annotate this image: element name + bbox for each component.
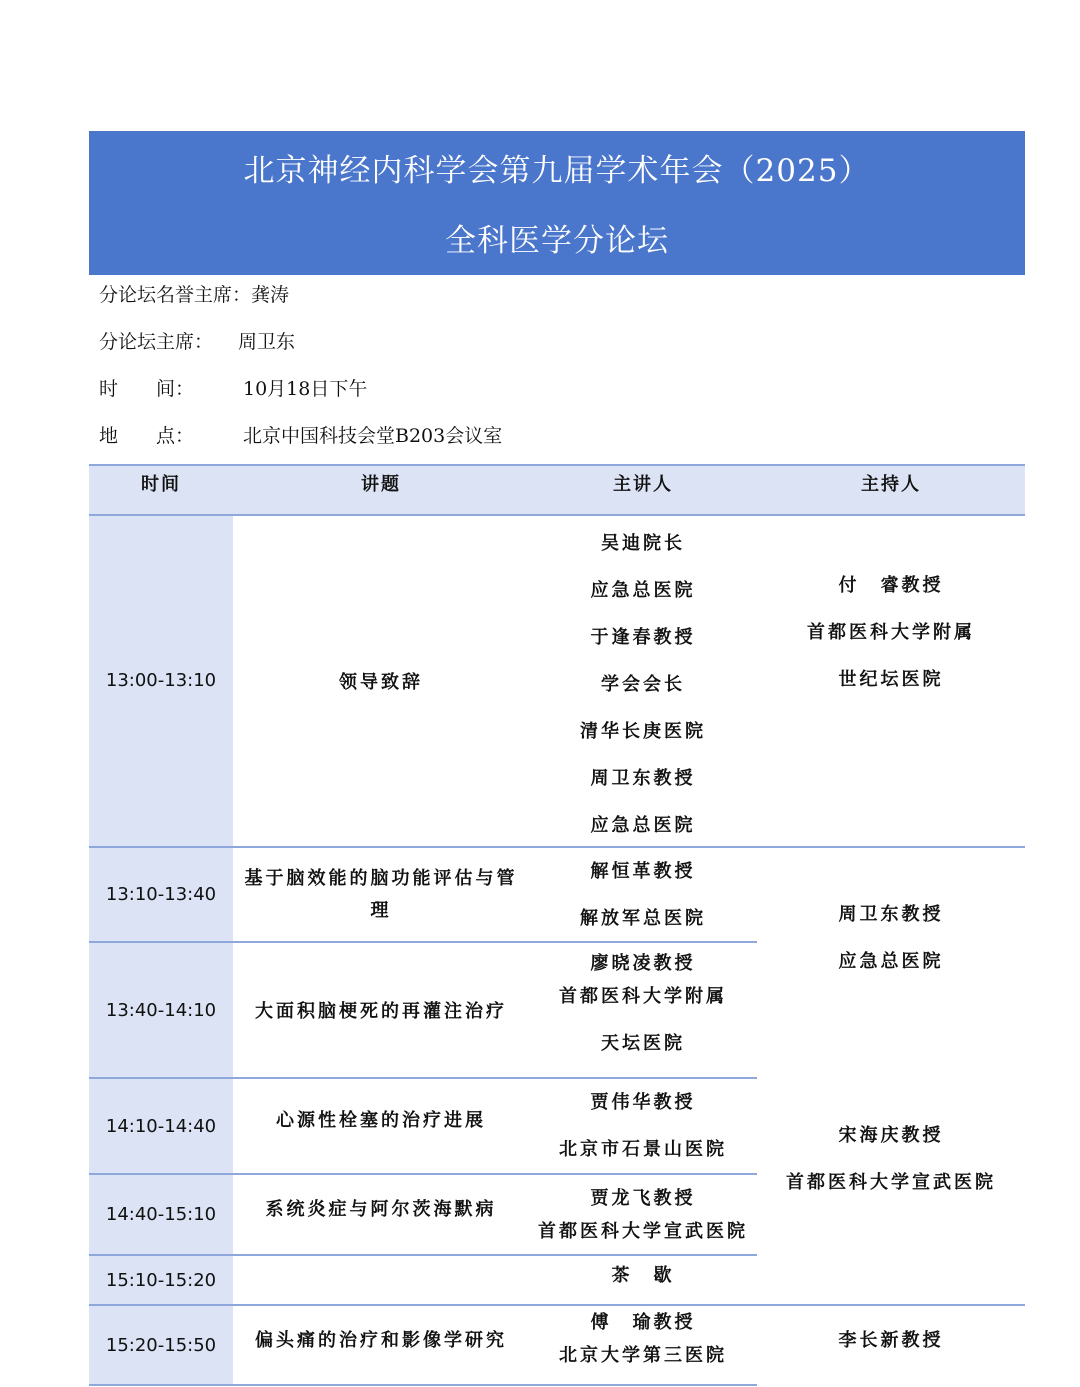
- row4-speaker: [529, 1079, 757, 1173]
- tea-break-label: 茶 歇: [611, 1265, 675, 1286]
- row3-speaker-line: 廖晓凌教授: [590, 952, 696, 974]
- row3-speaker-line: 首都医科大学附属: [559, 985, 727, 1007]
- row1-speaker: [529, 515, 757, 846]
- row1-topic: 领导致辞: [339, 671, 423, 693]
- time-value: 10月18日下午: [243, 378, 368, 400]
- table-rule: [89, 1254, 757, 1256]
- row5-speaker-line: 贾龙飞教授: [590, 1187, 696, 1209]
- host-group-2: [757, 891, 1025, 985]
- host-line: 宋海庆教授: [838, 1125, 944, 1146]
- banner-subtitle: 全科医学分论坛: [445, 223, 669, 259]
- header-topic: 讲题: [361, 474, 401, 495]
- host-line: 周卫东教授: [838, 904, 944, 925]
- honorary-chair-label: 分论坛名誉主席：: [99, 284, 252, 306]
- header-speaker: 主讲人: [613, 474, 673, 495]
- table-rule: [89, 514, 1025, 516]
- row5-speaker-line: 首都医科大学宣武医院: [538, 1220, 748, 1242]
- row4-speaker-line: 北京市石景山医院: [559, 1139, 727, 1160]
- chair-label: 分论坛主席：: [99, 331, 214, 353]
- row7-time: 15:20-15:50: [89, 1306, 233, 1385]
- row1-speaker-line: 于逢春教授: [590, 627, 696, 648]
- host-line: 首都医科大学附属: [807, 622, 975, 643]
- row1-speaker-line: 学会会长: [601, 674, 685, 695]
- row5-topic: 系统炎症与阿尔茨海默病: [265, 1199, 497, 1220]
- table-rule: [89, 846, 1025, 848]
- header-time: 时间: [141, 474, 181, 495]
- table-rule: [89, 1384, 757, 1386]
- row4-topic: 心源性栓塞的治疗进展: [276, 1110, 486, 1131]
- row7-speaker: [529, 1306, 757, 1372]
- host-line: 世纪坛医院: [838, 669, 944, 690]
- host-line: 应急总医院: [838, 951, 944, 972]
- row3-time: 13:40-14:10: [89, 943, 233, 1077]
- row4-time: 14:10-14:40: [89, 1079, 233, 1173]
- row1-speaker-line: 应急总医院: [590, 580, 696, 601]
- host-group-3: [757, 1112, 1025, 1206]
- row1-speaker-line: 应急总医院: [590, 815, 696, 836]
- row1-speaker-line: 清华长庚医院: [580, 721, 706, 742]
- table-rule: [89, 941, 757, 943]
- header-host: 主持人: [861, 474, 921, 495]
- chair-value: 周卫东: [238, 331, 296, 353]
- row4-speaker-line: 贾伟华教授: [590, 1092, 696, 1113]
- host-group-4: [757, 1316, 1025, 1362]
- table-rule: [89, 464, 1025, 466]
- row2-speaker-line: 解放军总医院: [580, 907, 706, 929]
- banner-title: 北京神经内科学会第九届学术年会（2025）: [243, 153, 871, 189]
- row7-speaker-line: 傅 瑜教授: [590, 1312, 696, 1333]
- honorary-chair-value: 龚涛: [251, 284, 290, 306]
- row6-speaker: [529, 1256, 757, 1292]
- row7-speaker-line: 北京大学第三医院: [559, 1345, 727, 1366]
- row3-speaker-line: 天坛医院: [601, 1032, 685, 1054]
- row7-topic: 偏头痛的治疗和影像学研究: [255, 1330, 507, 1351]
- row1-speaker-line: 吴迪院长: [601, 533, 685, 554]
- host-group-1: [757, 562, 1025, 703]
- row3-speaker: [529, 943, 757, 1077]
- place-label: 地 点：: [99, 425, 195, 447]
- table-rule: [89, 1173, 757, 1175]
- row2-speaker: [529, 848, 757, 941]
- host-line: 李长新教授: [838, 1330, 944, 1351]
- table-rule: [89, 1077, 757, 1079]
- row3-topic: 大面积脑梗死的再灌注治疗: [255, 1001, 507, 1022]
- place-value: 北京中国科技会堂B203会议室: [243, 425, 503, 447]
- row2-topic: 基于脑效能的脑功能评估与管理: [244, 867, 518, 921]
- row2-speaker-line: 解恒革教授: [590, 860, 696, 882]
- row1-speaker-line: 周卫东教授: [590, 768, 696, 789]
- host-line: 首都医科大学宣武医院: [786, 1172, 996, 1193]
- time-label: 时 间：: [99, 378, 195, 400]
- schedule-table: [89, 0, 1025, 1387]
- row6-time: 15:10-15:20: [89, 1256, 233, 1304]
- host-line: 付 睿教授: [838, 575, 944, 596]
- row2-time: 13:10-13:40: [89, 848, 233, 941]
- row1-time: 13:00-13:10: [89, 515, 233, 846]
- row5-speaker: [529, 1175, 757, 1254]
- row5-time: 14:40-15:10: [89, 1175, 233, 1254]
- table-rule: [89, 1304, 1025, 1306]
